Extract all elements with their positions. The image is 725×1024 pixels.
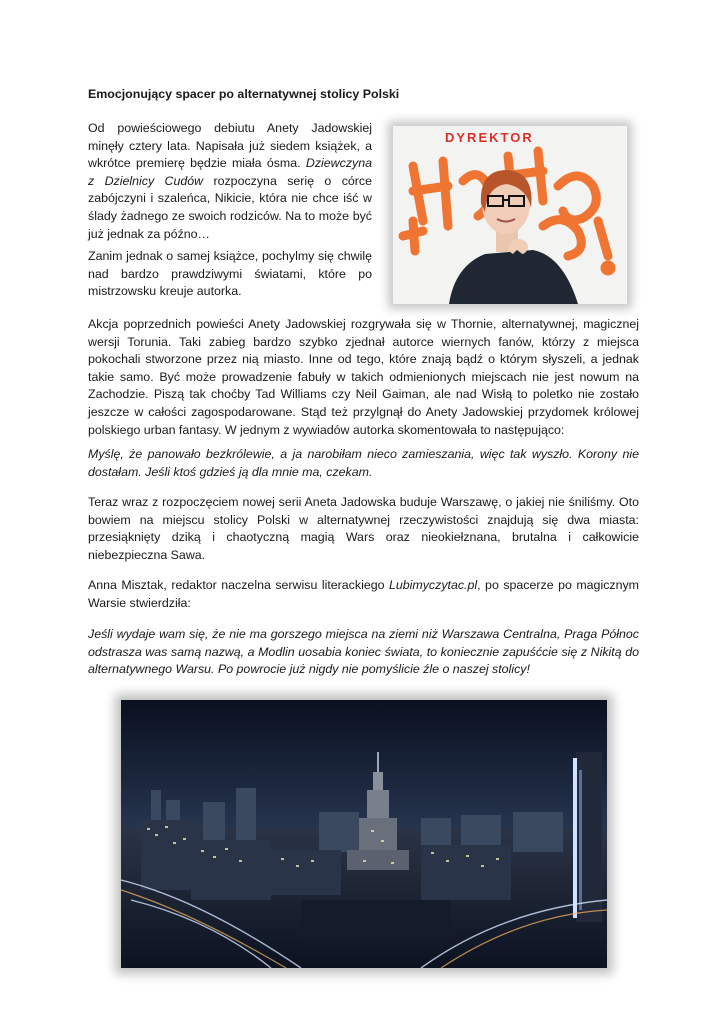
paragraph-2: Zanim jednak o samej książce, pochylmy się chwilę nad bardzo prawdziwymi światami, które po mistrzowsku kreuje autorka.: [88, 249, 372, 299]
intro-text: Od powieściowego debiutu Anety Jadowskiej minęły cztery lata. Napisała już siedem książek, a wkrótce premierę będzie miała ósma.: [88, 121, 372, 171]
intro-text-rest: rozpoczyna serię o córce zabójczyni i szaleńca, Nikicie, która nie chce iść w ślady żadnego ze swoich rodziców. Na to może być już jednak za późno…: [88, 173, 372, 241]
paragraph-5-after: , po spacerze po magicznym Warsie stwierdziła:: [88, 578, 639, 610]
tall-tower: [573, 752, 602, 922]
article-title: Emocjonujący spacer po alternatywnej stolicy Polski: [88, 87, 400, 101]
site-name: Lubimyczytac.pl: [388, 578, 478, 592]
intro-paragraph: [88, 120, 372, 243]
paragraph-5: [88, 577, 639, 612]
author-portrait-photo: [393, 126, 627, 304]
paragraph-5-before: Anna Misztak, redaktor naczelna serwisu literackiego: [88, 578, 389, 592]
paragraph-3: Akcja poprzednich powieści Anety Jadowskiej rozgrywała się w Thornie, alternatywnej, magicznej wersji Torunia. Taki zabieg bardzo szybko zjednał autorce wiernych fanów, którzy z miejsca pokochali stworzone przez nią miasto. Inne od tego, które znają bądź o którym słyszeli, a jednak takie samo. Być może prowadzenie fabuły w takich odmienionych miejscach nie jest nowum na Zachodzie. Piszą tak choćby Tad Williams czy Neil Gaiman, ale nad Wisłą to poletko nie zostało jeszcze w całości zagospodarowane. Stąd też przylgnął do Anety Jadowskiej przydomek królowej polskiego urban fantasy. W jednym z wywiadów autorka skomentowała to następująco:: [88, 317, 639, 437]
city-skyline-illustration: [121, 700, 607, 968]
warsaw-night-photo: [121, 700, 607, 968]
sign-text: DYREKTOR: [445, 130, 534, 145]
quote-1: Myślę, że panowało bezkrólewie, a ja narobiłam nieco zamieszania, więc tak wyszło. Korony nie dostałam. Jeśli ktoś gdzieś ją dla mnie ma, czekam.: [88, 447, 639, 479]
paragraph-4: Teraz wraz z rozpoczęciem nowej serii Aneta Jadowska buduje Warszawę, o jakiej nie śniliśmy. Oto bowiem na miejscu stolicy Polski w alternatywnej rzeczywistości znajdują się dwa miasta: przesiąknięty dziką i chaotyczną magią Wars oraz nieokiełznana, brutalna i całkowicie niebezpieczna Sawa.: [88, 495, 639, 562]
book-title: Dziewczyna z Dzielnicy Cudów: [88, 156, 372, 188]
quote-2: Jeśli wydaje wam się, że nie ma gorszego miejsca na ziemi niż Warszawa Centralna, Praga Północ odstrasza was samą nazwą, a Modlin uosabia koniec świata, to koniecznie zapuśćcie się z Nikitą do alternatywnego Warsu. Po powrocie już nigdy nie pomyślicie źle o naszej stolicy!: [88, 627, 639, 677]
author-portrait-illustration: [393, 126, 627, 304]
